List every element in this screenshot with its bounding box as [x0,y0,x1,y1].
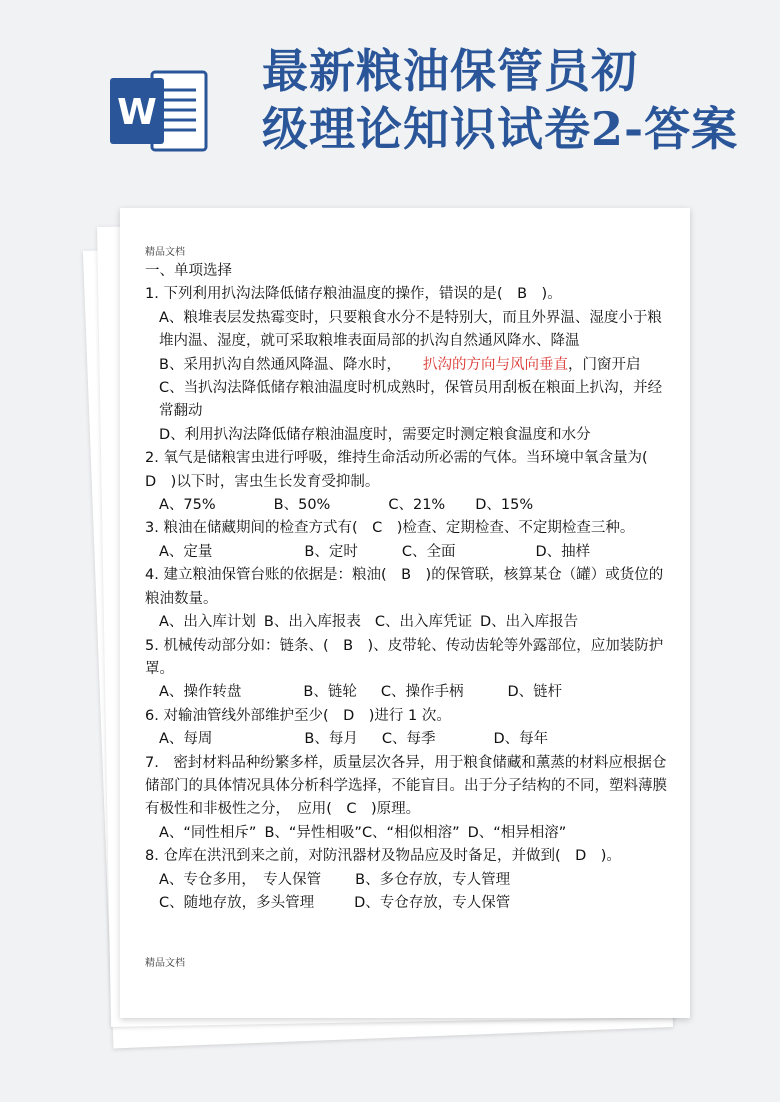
q7-options [145,822,670,845]
q6-stem: 6. 对输油管线外部维护至少( D )进行 1 次。 [145,707,451,724]
q5-option-b: B、链轮 [303,684,357,701]
q1-option-b [145,354,670,377]
q1-option-b-tail: ，门窗开启 [567,356,641,373]
q3-option-a: A、定量 [159,543,213,560]
q3-option-d: D、抽样 [535,543,591,560]
q1-highlight: 扒沟的方向与风向垂直 [422,356,568,373]
q3-options [145,541,670,564]
word-document-icon [108,68,208,154]
document-title [262,42,772,158]
q3-option-c: C、全面 [401,543,456,560]
q4-option-c: C、出入库凭证 [374,614,472,631]
q2-option-b: B、50% [273,497,331,514]
q5-option-c: C、操作手柄 [380,684,464,701]
q1-option-a: A、粮堆表层发热霉变时，只要粮食水分不是特别大，而且外界温、湿度小于粮堆内温、湿度，就可采取粮堆表面局部的扒沟自然通风降水、降温 [159,309,662,350]
q8-option-c: C、随地存放，多头管理 [159,894,315,911]
q3-stem: 3. 粮油在储藏期间的检查方式有( C )检查、定期检查、不定期检查三种。 [145,520,635,537]
q1-option-c: C、当扒沟法降低储存粮油温度时机成熟时，保管员用刮板在粮面上扒沟，并经常翻动 [159,380,663,420]
q5-stem: 5. 机械传动部分如：链条、( B )、皮带轮、传动齿轮等外露部位，应加装防护罩。 [145,637,664,677]
q6-option-b: B、每月 [304,731,358,748]
q4-option-a: A、出入库计划 [159,614,256,631]
q7-option-b: B、“异性相吸” [264,824,362,841]
q8-option-d: D、专仓存放，专人保管 [354,894,511,911]
q7-option-d: D、“相异相溶” [467,824,567,841]
q8-options-row-1 [145,869,670,892]
q6-option-a: A、每周 [159,731,213,748]
q2-option-a: A、75% [159,497,216,514]
q1-stem: 1. 下列利用扒沟法降低储存粮油温度的操作，错误的是( B )。 [145,286,562,303]
q8-stem: 8. 仓库在洪汛到来之前，对防汛器材及物品应及时备足，并做到( D )。 [145,848,621,865]
q5-options [145,681,670,704]
q4-option-d: D、出入库报告 [480,614,579,631]
q3-option-b: B、定时 [304,543,358,560]
q2-options [145,494,670,517]
q4-stem: 4. 建立粮油保管台账的依据是：粮油( B )的保管联，核算某仓（罐）或货位的粮油数量。 [145,567,664,607]
document-body [145,246,670,915]
q6-options [145,728,670,751]
doc-header-label: 精品文档 [145,247,185,258]
q4-options [145,611,670,634]
title-line-1: 最新粮油保管员初 [262,44,638,98]
section-heading: 一、单项选择 [145,263,232,279]
q5-option-a: A、操作转盘 [159,684,242,701]
doc-footer-label: 精品文档 [145,958,185,969]
q7-stem: 7. 密封材料品种纷繁多样，质量层次各异，用于粮食储藏和薰蒸的材料应根据仓储部门的具体情况具体分析科学选择，不能盲目。出于分子结构的不同，塑料薄膜有极性和非极性之分， 应用( C )原理。 [145,754,667,818]
q2-option-d: D、15% [475,497,534,514]
q1-option-d: D、利用扒沟法降低储存粮油温度时，需要定时测定粮食温度和水分 [159,426,591,443]
q5-option-d: D、链杆 [507,684,563,701]
q2-stem: 2. 氧气是储粮害虫进行呼吸，维持生命活动所必需的气体。当环境中氧含量为( D )以下时，害虫生长发育受抑制。 [145,450,663,490]
q8-option-b: B、多仓存放，专人管理 [355,871,511,888]
q6-option-d: D、每年 [493,731,549,748]
title-line-2: 级理论知识试卷2-答案 [262,102,739,156]
q8-options-row-2 [145,892,670,915]
q1-option-b-text: B、采用扒沟自然通风降温、降水时， [159,356,401,373]
q7-option-c: C、“相似相溶” [361,824,460,841]
q6-option-c: C、每季 [381,731,436,748]
q4-option-b: B、出入库报表 [263,614,361,631]
q8-option-a: A、专仓多用， 专人保管 [159,871,322,888]
q2-option-c: C、21% [388,497,446,514]
q7-option-a: A、“同性相斥” [159,824,257,841]
svg-text:W: W [117,92,157,133]
